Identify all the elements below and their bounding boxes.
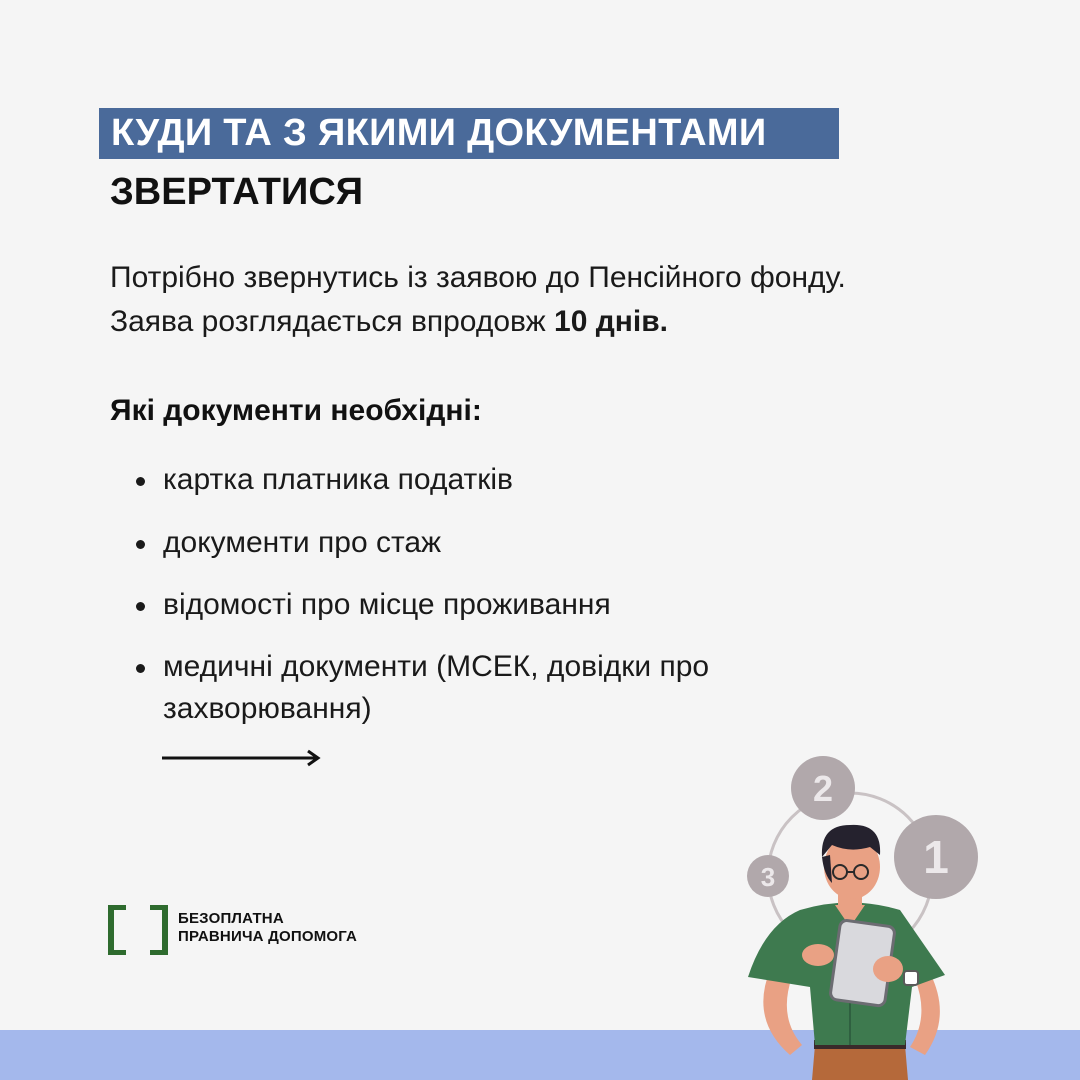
badge-3 [747, 855, 789, 897]
list-item: відомості про місце проживання [163, 584, 783, 626]
title-line-2: ЗВЕРТАТИСЯ [110, 171, 364, 213]
intro-text [110, 256, 990, 344]
review-period: 10 днів. [554, 305, 669, 338]
person-with-tablet-illustration [740, 755, 990, 1080]
arrow-right-icon [162, 748, 322, 768]
svg-text:2: 2 [812, 768, 834, 809]
title-line-1: КУДИ ТА З ЯКИМИ ДОКУМЕНТАМИ [111, 112, 767, 154]
logo-text [178, 910, 357, 946]
title-highlight [99, 108, 839, 159]
logo-bracket-icon [108, 905, 168, 955]
documents-heading: Які документи необхідні: [110, 394, 482, 427]
list-item: картка платника податків [163, 459, 783, 501]
badge-2 [791, 756, 855, 820]
logo-line-1: БЕЗОПЛАТНА [178, 910, 284, 927]
intro-line-1: Потрібно звернутись із заявою до Пенсійного фонду. [110, 261, 846, 294]
badge-1 [894, 815, 978, 899]
svg-text:3: 3 [760, 862, 776, 892]
intro-line-2 [110, 300, 990, 344]
list-item: медичні документи (МСЕК, довідки про захворювання) [163, 646, 743, 730]
intro-line-2-prefix: Заява розглядається впродовж [110, 305, 555, 338]
list-item: документи про стаж [163, 522, 783, 564]
logo-line-2: ПРАВНИЧА ДОПОМОГА [178, 928, 358, 945]
svg-text:1: 1 [923, 831, 949, 883]
